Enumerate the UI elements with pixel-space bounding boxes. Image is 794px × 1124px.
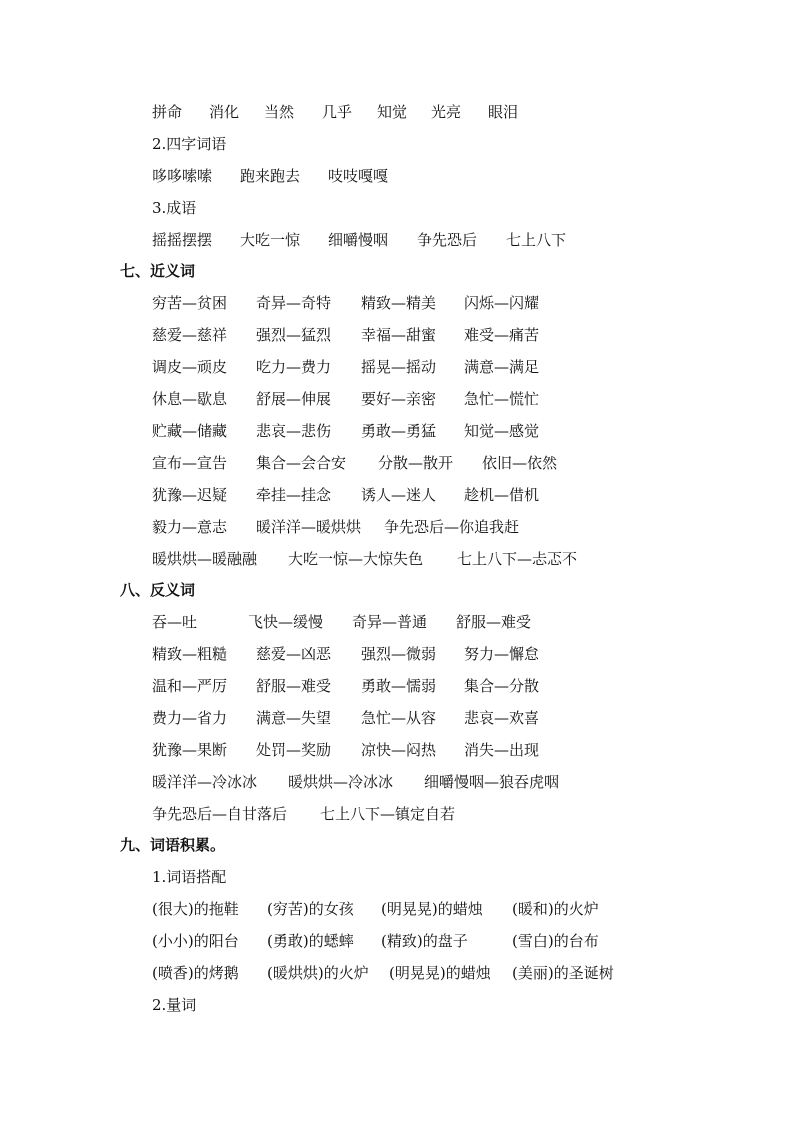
word-item: 奇异—奇特 [256, 294, 332, 312]
word-item: (暖和)的火炉 [512, 900, 599, 918]
word-item: 穷苦—贫困 [152, 294, 228, 312]
word-item: 暖烘烘—冷冰冰 [288, 773, 394, 791]
word-item: 集合—分散 [464, 677, 540, 695]
word-item: 大吃一惊 [240, 231, 301, 249]
word-item: 凉快—闷热 [361, 741, 437, 759]
word-item: 七上八下 [506, 231, 567, 249]
line-text: 七、近义词 [120, 262, 196, 280]
word-item: (穷苦)的女孩 [267, 900, 354, 918]
word-item: 几乎 [322, 103, 353, 121]
word-item: 当然 [264, 103, 295, 121]
word-item: 依旧—依然 [482, 454, 558, 472]
word-item: 温和—严厉 [152, 677, 228, 695]
word-item: 消失—出现 [464, 741, 540, 759]
word-item: 勇敢—勇猛 [361, 422, 437, 440]
word-item: 满意—失望 [256, 709, 332, 727]
word-item: 细嚼慢咽 [328, 231, 389, 249]
word-item: (明晃晃)的蜡烛 [389, 964, 491, 982]
word-item: (美丽)的圣诞树 [512, 964, 614, 982]
word-item: 七上八下—镇定自若 [320, 805, 456, 823]
word-item: 争先恐后—你追我赶 [384, 518, 520, 536]
word-item: (暖烘烘)的火炉 [267, 964, 369, 982]
word-item: 趁机—借机 [464, 486, 540, 504]
word-item: 宣布—宣告 [152, 454, 228, 472]
word-item: 奇异—普通 [352, 613, 428, 631]
word-item: 努力—懈怠 [464, 645, 540, 663]
word-item: 集合—会合安 [256, 454, 347, 472]
word-item: (精致)的盘子 [381, 932, 468, 950]
word-item: 慈爱—凶恶 [256, 645, 332, 663]
word-item: 哆哆嗦嗦 [152, 167, 213, 185]
word-item: 跑来跑去 [240, 167, 301, 185]
word-item: 满意—满足 [464, 358, 540, 376]
word-item: 难受—痛苦 [464, 326, 540, 344]
word-item: 细嚼慢咽—狼吞虎咽 [424, 773, 560, 791]
word-item: 七上八下—忐忑不 [457, 550, 578, 568]
word-item: 光亮 [431, 103, 462, 121]
line-text: 2.四字词语 [152, 135, 227, 153]
word-item: 摇摇摆摆 [152, 231, 213, 249]
word-item: 摇晃—摇动 [361, 358, 437, 376]
line-text: 1.词语搭配 [152, 868, 227, 886]
word-item: 争先恐后 [417, 231, 478, 249]
word-item: (明晃晃)的蜡烛 [381, 900, 483, 918]
word-item: 调皮—顽皮 [152, 358, 228, 376]
word-item: 犹豫—果断 [152, 741, 228, 759]
word-item: 急忙—慌忙 [464, 390, 540, 408]
word-item: (很大)的拖鞋 [152, 900, 239, 918]
word-item: 知觉 [377, 103, 408, 121]
word-item: (勇敢)的蟋蟀 [267, 932, 354, 950]
line-text: 九、词语积累。 [120, 836, 226, 854]
word-item: 舒展—伸展 [256, 390, 332, 408]
word-item: 吃力—费力 [256, 358, 332, 376]
word-item: 消化 [209, 103, 240, 121]
word-item: 争先恐后—自甘落后 [152, 805, 288, 823]
word-item: 暖洋洋—冷冰冰 [152, 773, 258, 791]
word-item: 吞—吐 [152, 613, 198, 631]
word-item: 处罚—奖励 [256, 741, 332, 759]
word-item: 悲哀—欢喜 [464, 709, 540, 727]
word-item: 舒服—难受 [256, 677, 332, 695]
word-item: 舒服—难受 [456, 613, 532, 631]
word-item: 大吃一惊—大惊失色 [288, 550, 424, 568]
word-item: 闪烁—闪耀 [464, 294, 540, 312]
word-item: 毅力—意志 [152, 518, 228, 536]
word-item: 精致—粗糙 [152, 645, 228, 663]
word-item: 慈爱—慈祥 [152, 326, 228, 344]
word-item: 悲哀—悲伤 [256, 422, 332, 440]
line-text: 3.成语 [152, 199, 197, 217]
word-item: 精致—精美 [361, 294, 437, 312]
word-item: 暖烘烘—暖融融 [152, 550, 258, 568]
word-item: 勇敢—懦弱 [361, 677, 437, 695]
word-item: 牵挂—挂念 [256, 486, 332, 504]
word-item: 拼命 [152, 103, 183, 121]
word-item: 幸福—甜蜜 [361, 326, 437, 344]
word-item: 知觉—感觉 [464, 422, 540, 440]
word-item: (喷香)的烤鹅 [152, 964, 239, 982]
word-item: (雪白)的台布 [512, 932, 599, 950]
line-text: 2.量词 [152, 996, 197, 1014]
word-item: 强烈—猛烈 [256, 326, 332, 344]
word-item: 要好—亲密 [361, 390, 437, 408]
word-item: 费力—省力 [152, 709, 228, 727]
word-item: 休息—歇息 [152, 390, 228, 408]
word-item: 犹豫—迟疑 [152, 486, 228, 504]
word-item: 强烈—微弱 [361, 645, 437, 663]
word-item: (小小)的阳台 [152, 932, 239, 950]
line-text: 八、反义词 [120, 581, 196, 599]
word-item: 急忙—从容 [361, 709, 437, 727]
word-item: 贮藏—储藏 [152, 422, 228, 440]
word-item: 分散—散开 [378, 454, 454, 472]
word-item: 暖洋洋—暖烘烘 [256, 518, 362, 536]
word-item: 吱吱嘎嘎 [328, 167, 389, 185]
word-item: 眼泪 [488, 103, 519, 121]
word-item: 飞快—缓慢 [248, 613, 324, 631]
word-item: 诱人—迷人 [361, 486, 437, 504]
